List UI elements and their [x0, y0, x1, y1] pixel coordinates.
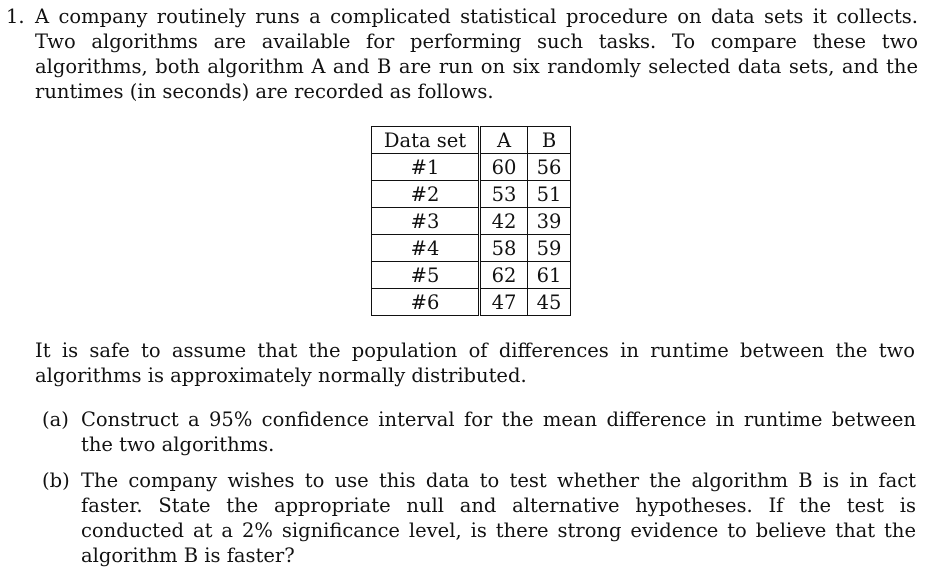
cell-b: 59 — [528, 235, 571, 262]
cell-data-set: #6 — [372, 289, 480, 316]
table-row — [372, 235, 571, 262]
cell-data-set: #4 — [372, 235, 480, 262]
part-a-label: (a) — [42, 408, 69, 431]
cell-b: 51 — [528, 181, 571, 208]
cell-data-set: #1 — [372, 154, 480, 181]
cell-a: 60 — [480, 154, 528, 181]
part-b-label: (b) — [42, 469, 70, 492]
cell-data-set: #3 — [372, 208, 480, 235]
part-a-text: Construct a 95% confidence interval for the mean difference in runtime between the two algorithms. — [81, 408, 916, 456]
cell-b: 45 — [528, 289, 571, 316]
cell-b: 56 — [528, 154, 571, 181]
cell-a: 58 — [480, 235, 528, 262]
cell-a: 62 — [480, 262, 528, 289]
part-b-text: The company wishes to use this data to test whether the algorithm B is in fact faster. State the appropriate null and alternative hypotheses. If the test is conducted at a 2% significance level, is there strong evidence to believe that the algorithm B is faster? — [81, 469, 916, 567]
header-data-set: Data set — [372, 127, 480, 154]
table-row — [372, 154, 571, 181]
part-a — [42, 407, 916, 457]
problem-number: 1. — [6, 5, 25, 28]
cell-data-set: #5 — [372, 262, 480, 289]
problem-statement — [6, 4, 918, 104]
cell-b: 39 — [528, 208, 571, 235]
runtime-table-container — [371, 126, 571, 316]
problem-intro: A company routinely runs a complicated statistical procedure on data sets it collects. Two algorithms are available for performing such tasks. To compare these two algorithms, both algorithm A and B are run on six randomly selected data sets, and the runtimes (in seconds) are recorded as follows. — [35, 5, 918, 103]
table-row — [372, 208, 571, 235]
table-header-row — [372, 127, 571, 154]
cell-data-set: #2 — [372, 181, 480, 208]
runtime-table — [371, 126, 571, 316]
header-a: A — [480, 127, 528, 154]
assumption-paragraph: It is safe to assume that the population of differences in runtime between the two algorithms is approximately normally distributed. — [35, 339, 915, 387]
cell-a: 47 — [480, 289, 528, 316]
cell-a: 53 — [480, 181, 528, 208]
table-row — [372, 262, 571, 289]
header-b: B — [528, 127, 571, 154]
cell-a: 42 — [480, 208, 528, 235]
cell-b: 61 — [528, 262, 571, 289]
table-row — [372, 181, 571, 208]
table-row — [372, 289, 571, 316]
part-b — [42, 468, 916, 568]
